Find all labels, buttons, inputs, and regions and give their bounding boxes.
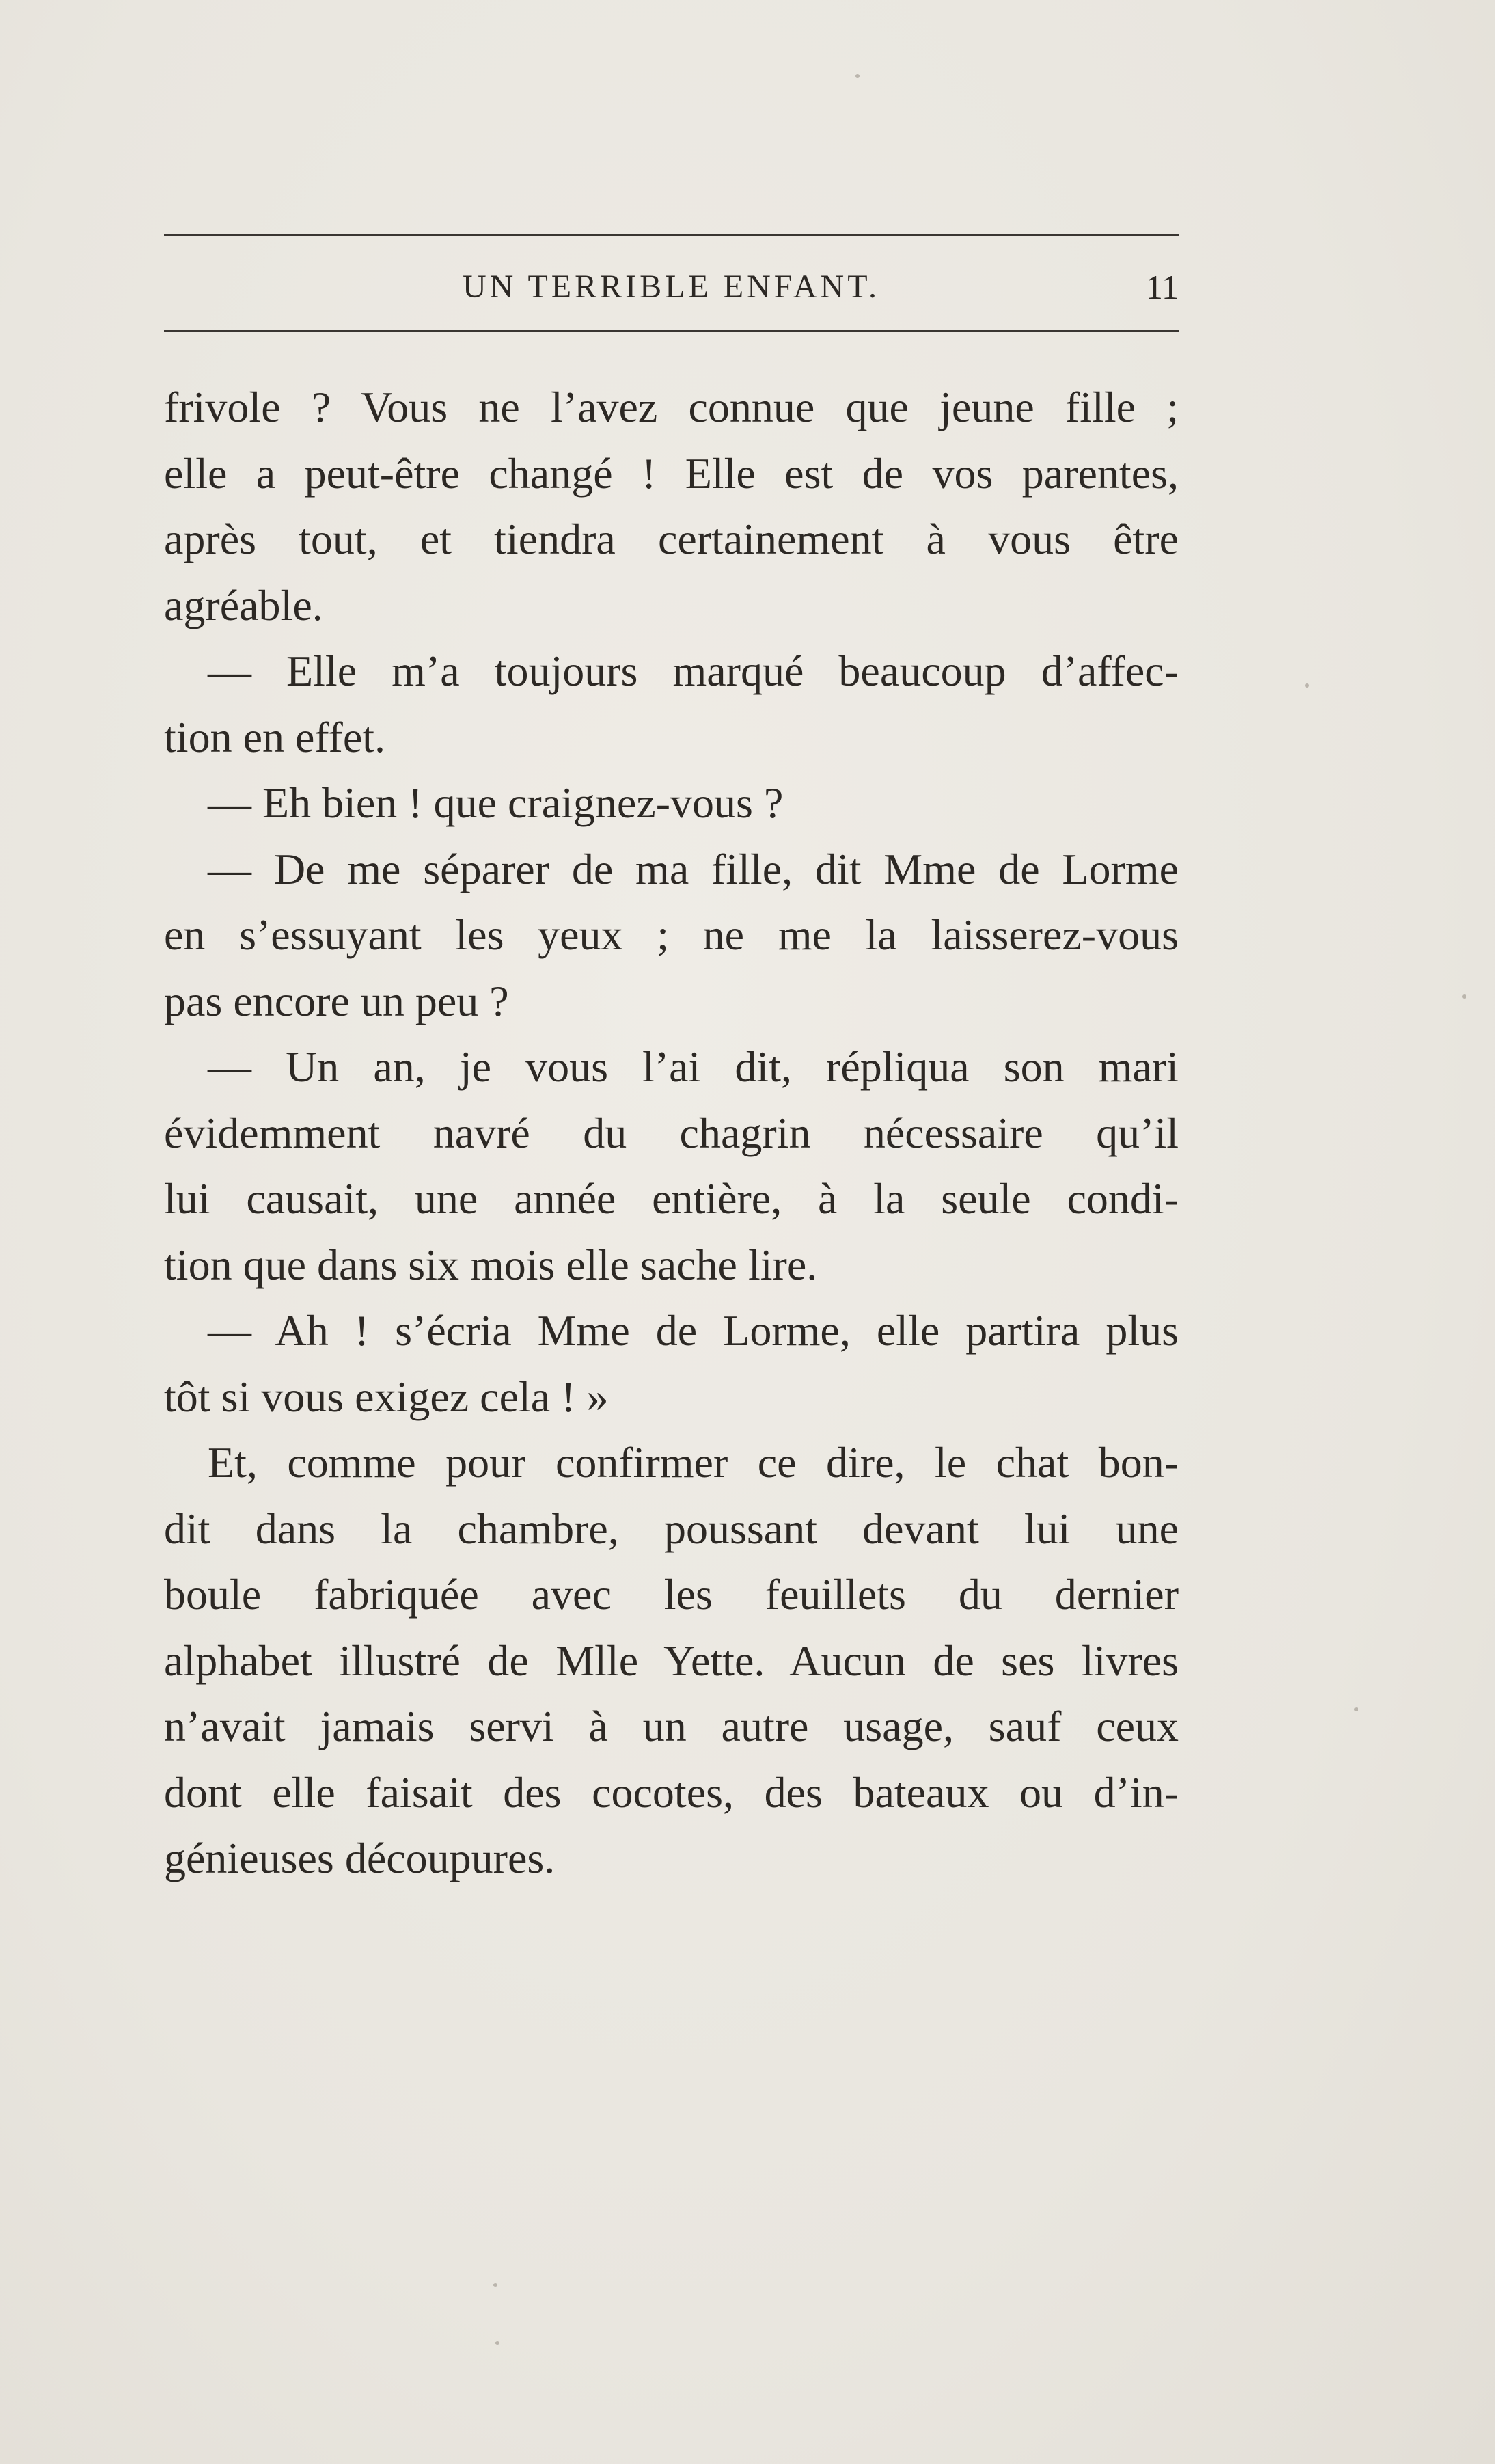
text-line: Et, comme pour confirmer ce dire, le chat bon- [208, 1438, 1179, 1487]
running-title: UN TERRIBLE ENFANT. [463, 269, 880, 305]
paper-speck [495, 2341, 499, 2345]
body-text [164, 375, 1179, 1892]
text-line: elle a peut-être changé ! Elle est de vos parentes, [164, 448, 1179, 498]
paper-speck [1462, 994, 1466, 999]
text-line: tion que dans six mois elle sache lire. [164, 1240, 818, 1289]
text-line: — Un an, je vous l’ai dit, répliqua son mari [208, 1042, 1179, 1091]
header-rule-top [164, 234, 1179, 236]
text-line: alphabet illustré de Mlle Yette. Aucun de ses livres [164, 1636, 1179, 1685]
paper-speck [1305, 683, 1309, 688]
text-line: lui causait, une année entière, à la seule condi- [164, 1174, 1179, 1223]
text-line: — Elle m’a toujours marqué beaucoup d’affec- [208, 647, 1179, 695]
text-line: dont elle faisait des cocotes, des bateaux ou d’in- [164, 1768, 1179, 1817]
text-line: en s’essuyant les yeux ; ne me la laisserez-vous [164, 910, 1179, 959]
text-line: tion en effet. [164, 712, 386, 761]
text-line: pas encore un peu ? [164, 976, 509, 1025]
header-rule-bottom [164, 330, 1179, 332]
text-line: dit dans la chambre, poussant devant lui une [164, 1504, 1179, 1553]
text-line: — Eh bien ! que craignez-vous ? [208, 779, 784, 827]
running-head [164, 263, 1179, 311]
text-line: tôt si vous exigez cela ! » [164, 1372, 609, 1421]
text-line: boule fabriquée avec les feuillets du dernier [164, 1570, 1179, 1619]
text-line: agréable. [164, 580, 323, 629]
paper-speck [493, 2283, 497, 2287]
page-number: 11 [1145, 268, 1179, 306]
text-line: évidemment navré du chagrin nécessaire qu’il [164, 1108, 1179, 1157]
text-line: — De me séparer de ma fille, dit Mme de Lorme [208, 844, 1179, 893]
text-line: frivole ? Vous ne l’avez connue que jeune fille ; [164, 383, 1179, 431]
text-line: après tout, et tiendra certainement à vous être [164, 515, 1179, 563]
text-line: génieuses découpures. [164, 1834, 556, 1882]
text-line: — Ah ! s’écria Mme de Lorme, elle partira plus [208, 1306, 1179, 1355]
paper-speck [1354, 1707, 1358, 1711]
text-line: n’avait jamais servi à un autre usage, sauf ceux [164, 1702, 1179, 1750]
paper-speck [855, 74, 860, 78]
